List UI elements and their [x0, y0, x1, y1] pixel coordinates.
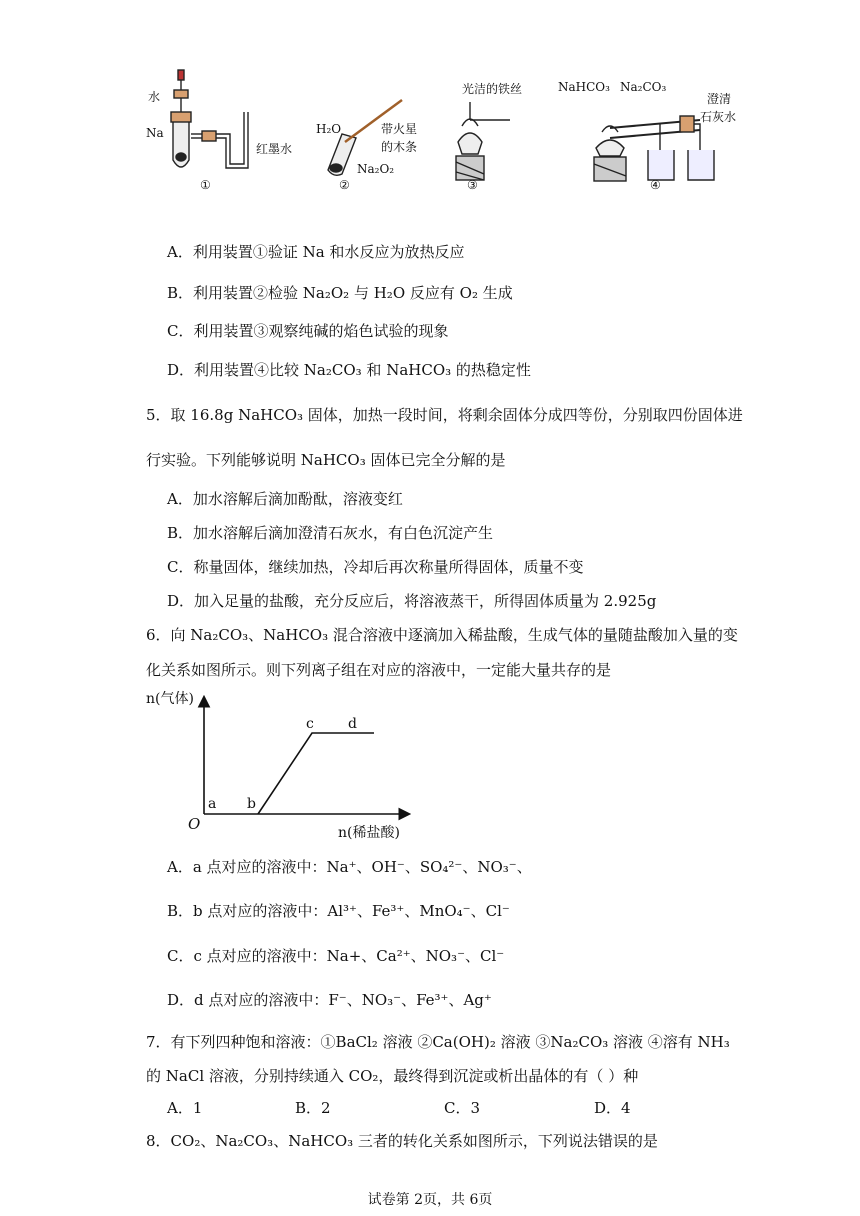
q8-stem-1: 8．CO₂、Na₂CO₃、NaHCO₃ 三者的转化关系如图所示，下列说法错误的是: [146, 1132, 658, 1150]
q7-option-c: C．3: [444, 1099, 481, 1117]
q6-point-c: c: [306, 716, 314, 732]
q7-option-a: A．1: [167, 1099, 203, 1117]
label-lime-2: 石灰水: [700, 110, 737, 124]
q6-point-a: a: [208, 796, 217, 812]
q6-point-d: d: [348, 716, 357, 732]
q6-curve: [258, 733, 374, 814]
q6-option-d: D．d 点对应的溶液中：F⁻、NO₃⁻、Fe³⁺、Ag⁺: [167, 991, 492, 1009]
label-h2o: H₂O: [316, 122, 342, 136]
q5-option-c: C．称量固体，继续加热，冷却后再次称量所得固体，质量不变: [167, 558, 584, 576]
apparatus-3: [456, 102, 510, 180]
label-num-1: ①: [200, 178, 211, 192]
label-num-3: ③: [467, 178, 478, 192]
q5-option-b: B．加水溶解后滴加澄清石灰水，有白色沉淀产生: [167, 524, 494, 542]
label-na2o2: Na₂O₂: [357, 162, 395, 176]
label-na: Na: [146, 126, 164, 140]
q4-option-c: C．利用装置③观察纯碱的焰色试验的现象: [167, 322, 449, 340]
label-num-4: ④: [650, 178, 661, 192]
q6-origin: O: [188, 815, 201, 833]
q6-ylabel: n(气体): [146, 691, 194, 707]
apparatus-4: [594, 116, 714, 181]
q6-graph: [180, 690, 420, 840]
q6-option-c: C．c 点对应的溶液中：Na+、Ca²⁺、NO₃⁻、Cl⁻: [167, 947, 505, 965]
label-iron-wire: 光洁的铁丝: [462, 82, 523, 96]
q6-stem-1: 6．向 Na₂CO₃、NaHCO₃ 混合溶液中逐滴加入稀盐酸，生成气体的量随盐酸加入量的变: [146, 626, 738, 644]
q4-option-d: D．利用装置④比较 Na₂CO₃ 和 NaHCO₃ 的热稳定性: [167, 361, 531, 379]
q6-option-a: A．a 点对应的溶液中：Na⁺、OH⁻、SO₄²⁻、NO₃⁻、: [167, 858, 532, 876]
q5-stem-2: 行实验。下列能够说明 NaHCO₃ 固体已完全分解的是: [146, 451, 506, 469]
q5-option-d: D．加入足量的盐酸，充分反应后，将溶液蒸干，所得固体质量为 2.925g: [167, 592, 657, 610]
label-na2co3: Na₂CO₃: [620, 80, 667, 94]
label-nahco3: NaHCO₃: [558, 80, 610, 94]
q6-point-b: b: [247, 796, 256, 812]
q6-stem-2: 化关系如图所示。则下列离子组在对应的溶液中，一定能大量共存的是: [146, 661, 612, 679]
page-footer: 试卷第 2页，共 6页: [367, 1192, 493, 1208]
q5-stem-1: 5．取 16.8g NaHCO₃ 固体，加热一段时间，将剩余固体分成四等份，分别取四份固体进: [146, 406, 743, 424]
q7-option-b: B．2: [295, 1099, 331, 1117]
label-stick-2: 的木条: [381, 140, 418, 154]
q7-stem-2: 的 NaCl 溶液，分别持续通入 CO₂，最终得到沉淀或析出晶体的有（ ）种: [146, 1067, 639, 1085]
apparatus-1: [171, 70, 248, 168]
label-lime-1: 澄清: [707, 92, 732, 106]
label-stick-1: 带火星: [381, 122, 418, 136]
label-water: 水: [148, 90, 161, 104]
label-num-2: ②: [339, 178, 350, 192]
q6-xlabel: n(稀盐酸): [338, 825, 400, 841]
q4-option-b: B．利用装置②检验 Na₂O₂ 与 H₂O 反应有 O₂ 生成: [167, 284, 513, 302]
label-red-ink: 红墨水: [256, 142, 293, 156]
q7-stem-1: 7．有下列四种饱和溶液：①BaCl₂ 溶液 ②Ca(OH)₂ 溶液 ③Na₂CO₃ 溶液 ④溶有 NH₃: [146, 1033, 730, 1051]
q4-option-a: A．利用装置①验证 Na 和水反应为放热反应: [167, 243, 465, 261]
q7-option-d: D．4: [594, 1099, 631, 1117]
q5-option-a: A．加水溶解后滴加酚酞，溶液变红: [167, 490, 403, 508]
q6-option-b: B．b 点对应的溶液中：Al³⁺、Fe³⁺、MnO₄⁻、Cl⁻: [167, 902, 510, 920]
